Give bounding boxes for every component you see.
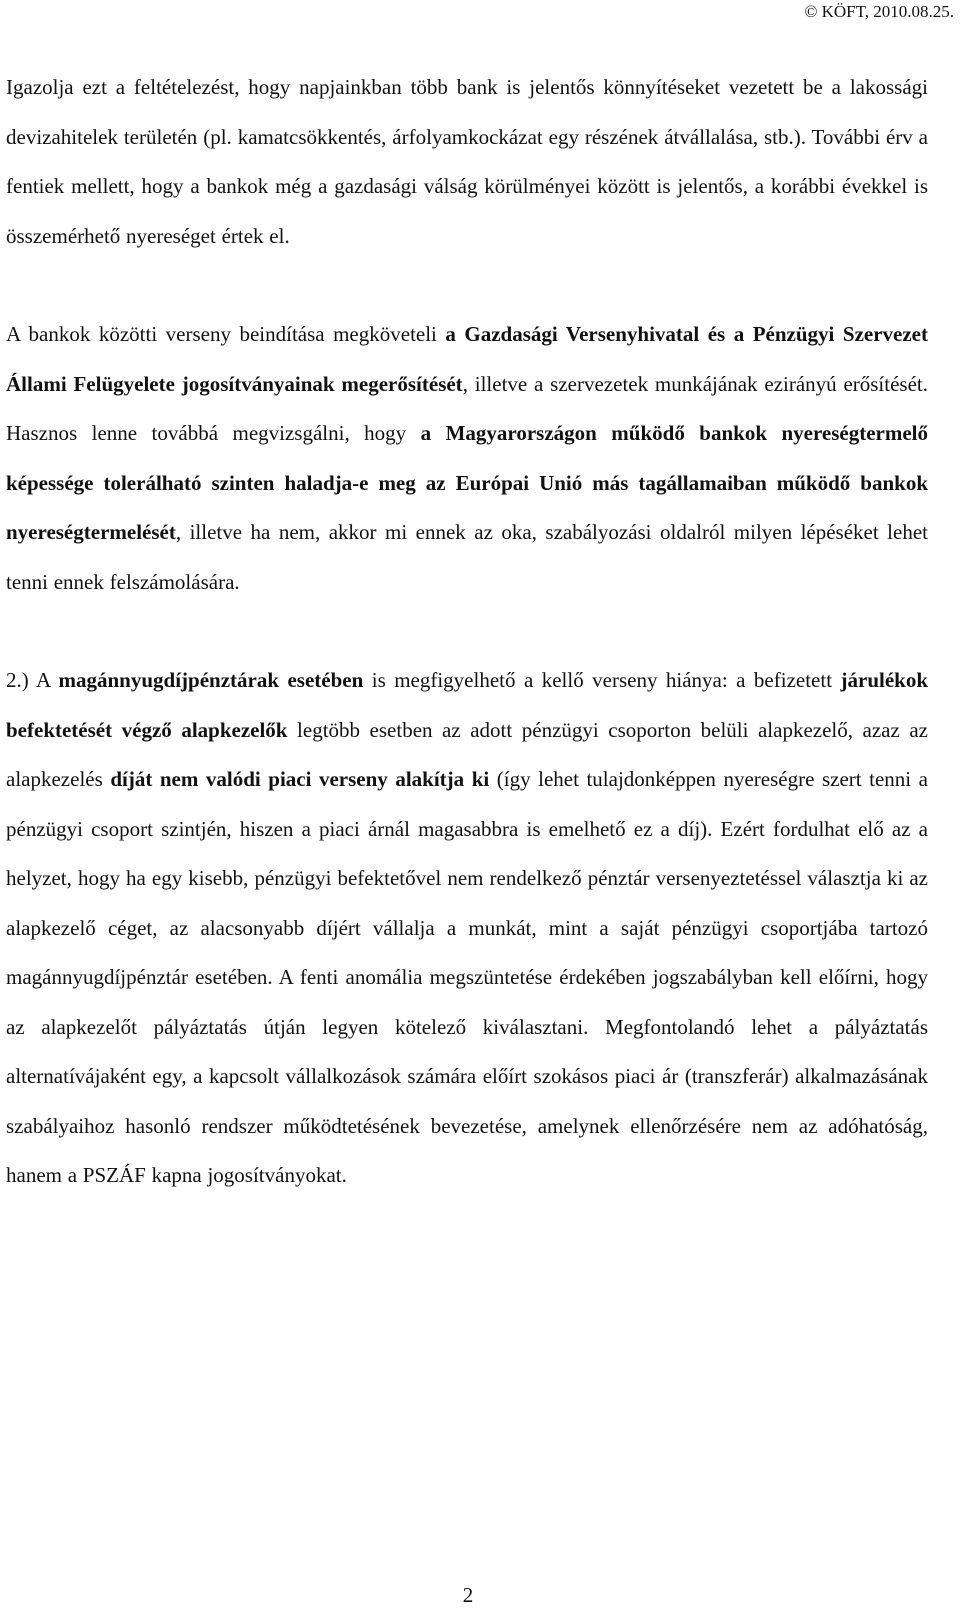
bold-text-segment: a Gazdasági Versenyhivatal és a Pénzügyi Szervezet Állami Felügyelete jogosítványainak megerősítését <box>6 322 928 396</box>
document-header: © KÖFT, 2010.08.25. <box>804 2 954 21</box>
bold-text-segment: járulékok befektetését végző alapkezelők <box>6 668 929 742</box>
text-segment: , illetve a szervezetek munkájának ezirányú erősítését. Hasznos lenne továbbá megvizsgálni, hogy <box>6 371 929 445</box>
text-segment: 2.) A <box>6 668 59 692</box>
text-segment: , illetve ha nem, akkor mi ennek az oka, szabályozási oldalról milyen lépéséket lehet tenni ennek felszámolására. <box>6 520 928 594</box>
bold-text-segment: a Magyarországon működő bankok nyereségtermelő képessége tolerálható szinten haladja-e meg az Európai Unió más tagállamaiban működő bankok nyereségtermelését <box>6 421 928 544</box>
paragraph-devizahitelek <box>6 63 928 261</box>
paragraph-bank-verseny <box>6 310 928 607</box>
bold-text-segment: díját nem valódi piaci verseny alakítja ki <box>110 767 490 791</box>
document-body <box>6 63 928 1201</box>
bold-text-segment: magánnyugdíjpénztárak esetében <box>58 668 364 692</box>
text-segment: legtöbb esetben az adott pénzügyi csoporton belüli alapkezelő, azaz az alapkezelés <box>6 717 928 791</box>
page-number: 2 <box>462 1583 474 1607</box>
text-segment: (így lehet tulajdonképpen nyereségre szert tenni a pénzügyi csoport szintjén, hiszen a piaci árnál magasabbra is emelhető ez a díj). Ezért fordulhat elő az a helyzet, hogy ha egy kisebb, pénzügyi befektetővel nem rendelkező pénztár versenyeztetéssel választja ki az alapkezelő céget, az alacsonyabb díjért vállalja a munkát, mint a saját pénzügyi csoportjába tartozó magánnyugdíjpénztár esetében. A fenti anomália megszüntetése érdekében jogszabályban kell előírni, hogy az alapkezelőt pályáztatás útján legyen kötelező kiválasztani. Megfontolandó lehet a pályáztatás alternatívájaként egy, a kapcsolt vállalkozások számára előírt szokásos piaci ár (transzferár) alkalmazásának szabályaihoz hasonló rendszer működtetésének bevezetése, amelynek ellenőrzésére nem az adóhatóság, hanem a PSZÁF kapna jogosítványokat. <box>6 767 928 1187</box>
paragraph-magannyugdijpenztarak <box>6 656 928 1201</box>
text-segment: A bankok közötti verseny beindítása megköveteli <box>6 322 446 346</box>
text-segment: is megfigyelhető a kellő verseny hiánya: a befizetett <box>363 668 841 692</box>
text-segment: Igazolja ezt a feltételezést, hogy napjainkban több bank is jelentős könnyítéseket vezetett be a lakossági devizahitelek területén (pl. kamatcsökkentés, árfolyamkockázat egy részének átvállalása, stb.). További érv a fentiek mellett, hogy a bankok még a gazdasági válság körülményei között is jelentős, a korábbi évekkel is összemérhető nyereséget értek el. <box>6 75 928 248</box>
